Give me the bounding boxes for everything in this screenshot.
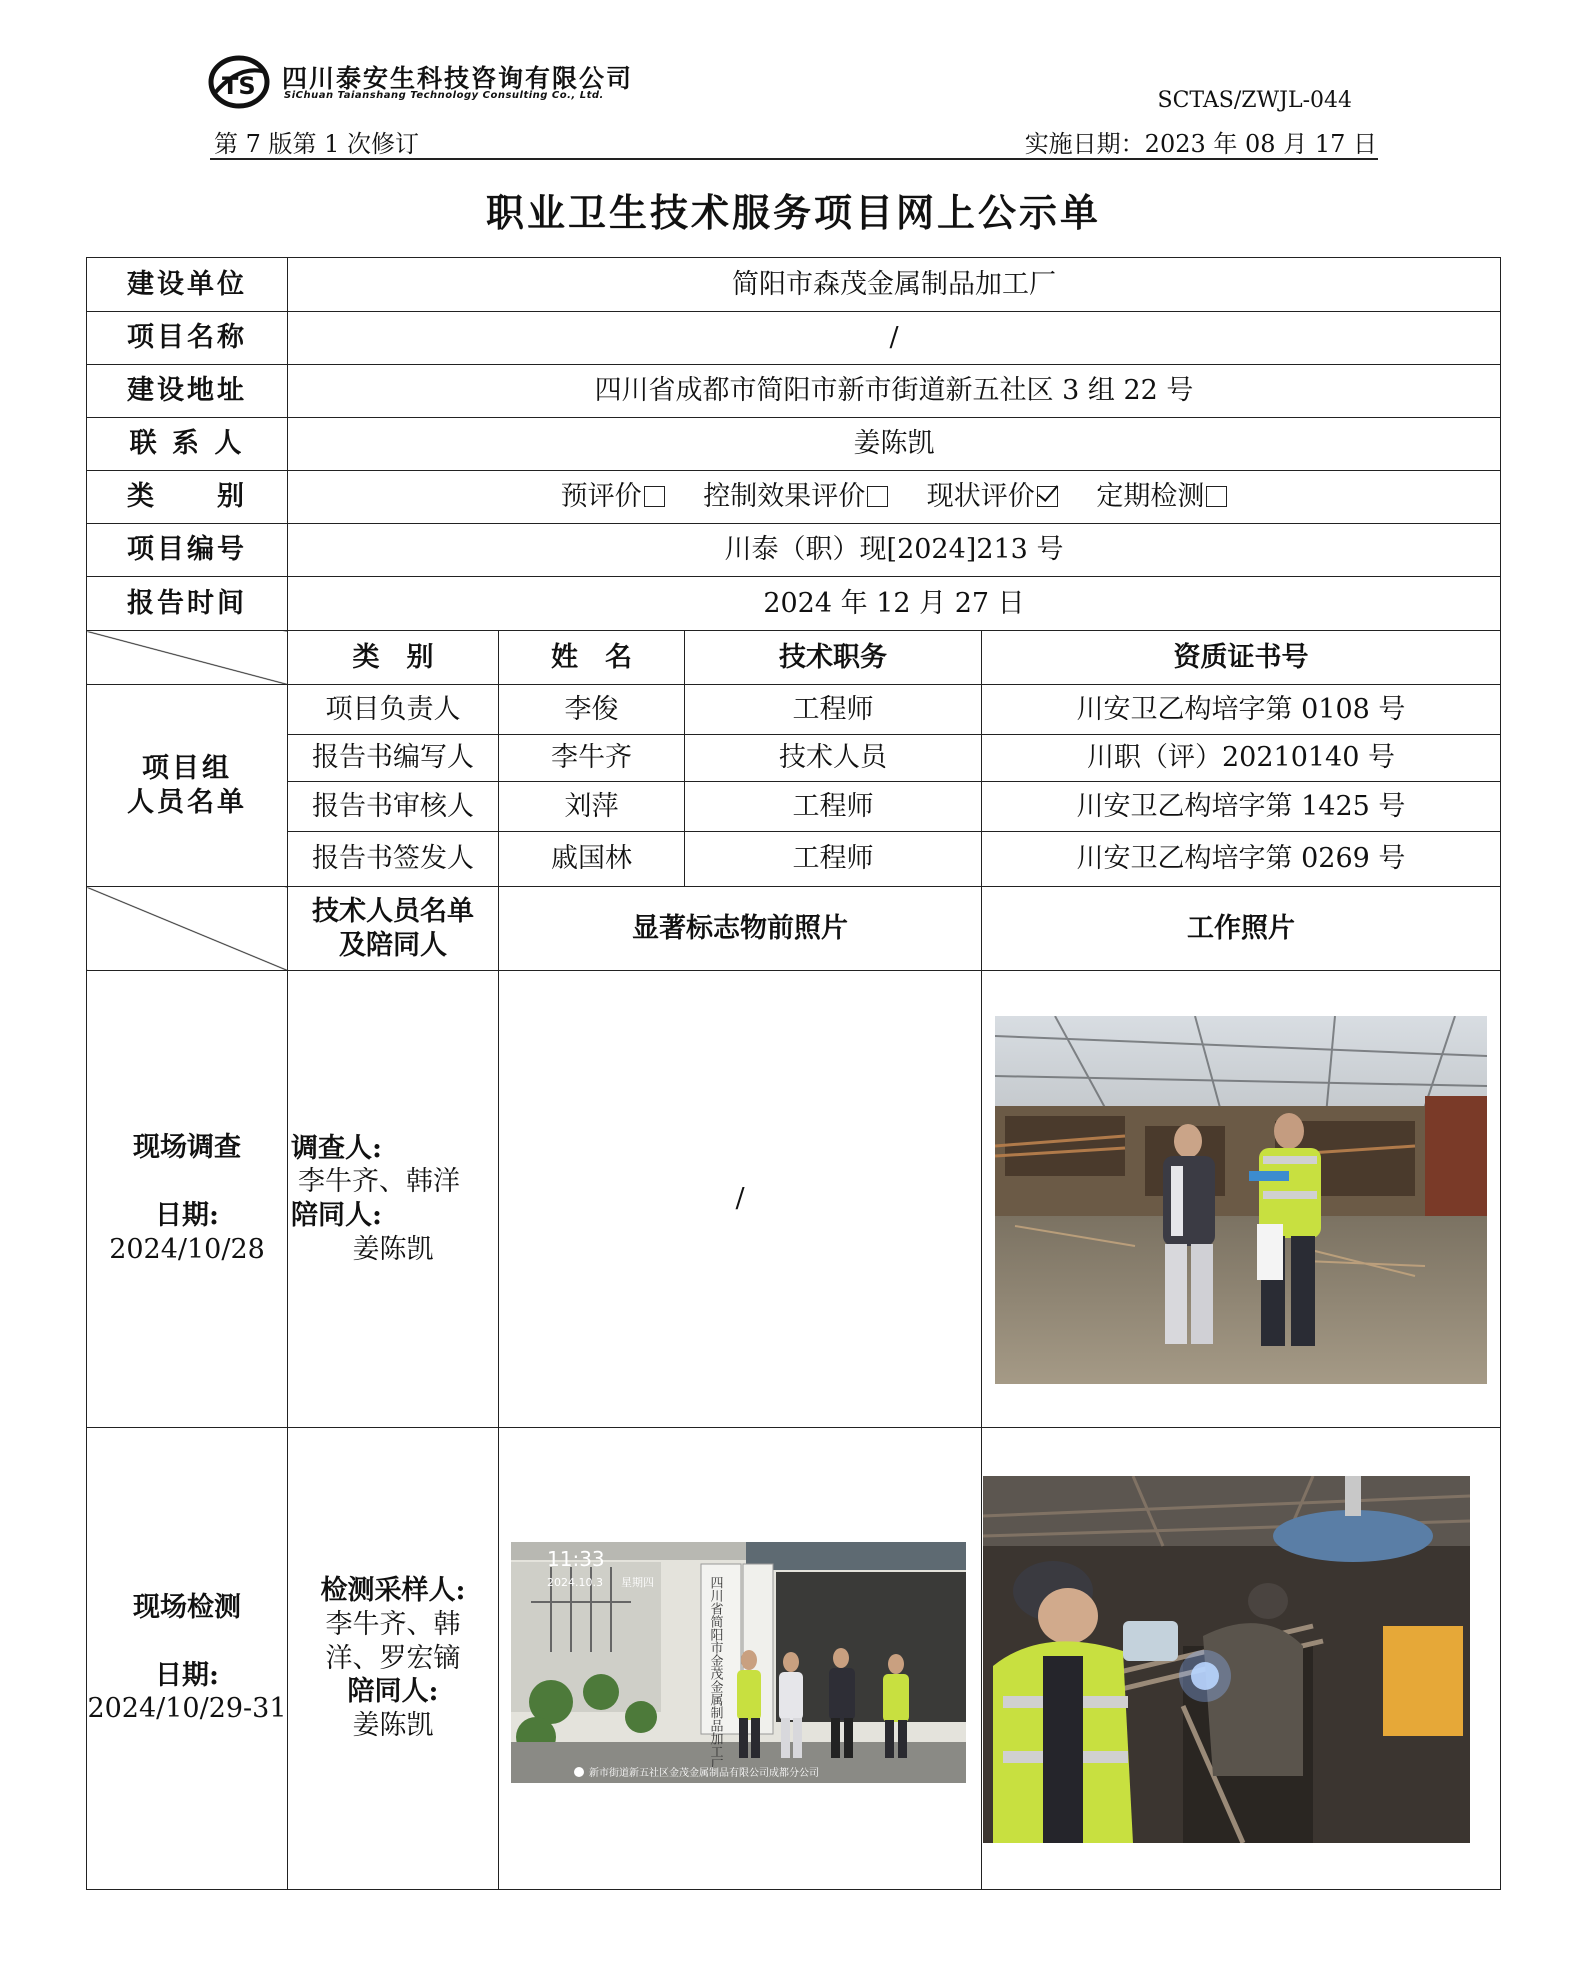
row-contact — [87, 418, 1501, 471]
team-header-category: 类 别 — [288, 631, 499, 685]
company-name-cn: 四川泰安生科技咨询有限公司 — [282, 64, 634, 93]
unit-label: 建设单位 — [87, 258, 288, 312]
testing-date: 2024/10/29-31 — [87, 1693, 287, 1725]
testing-companion: 姜陈凯 — [352, 1710, 434, 1742]
photos-header-row — [87, 887, 1501, 971]
testing-landmark-photo-image — [511, 1542, 966, 1783]
row-project-number — [87, 524, 1501, 577]
team-row-title: 技术人员 — [685, 735, 982, 782]
project-name-label: 项目名称 — [87, 312, 288, 365]
contact-label: 联 系 人 — [87, 418, 288, 471]
team-row — [87, 735, 1501, 782]
company-name-en: SiChuan Taianshang Technology Consulting Co., Ltd. — [284, 90, 604, 101]
category-option — [927, 481, 1058, 512]
row-report-time — [87, 577, 1501, 631]
svg-text:TS: TS — [222, 72, 256, 100]
survey-companion: 姜陈凯 — [352, 1233, 434, 1265]
category-options — [288, 471, 1501, 524]
testing-staff-cell — [288, 1428, 499, 1890]
team-row-category: 报告书编写人 — [288, 735, 499, 782]
unit-value: 简阳市森茂金属制品加工厂 — [288, 258, 1501, 312]
team-row-category: 报告书签发人 — [288, 832, 499, 887]
watermark-date: 2024.10.3 — [547, 1576, 603, 1589]
watermark-weekday: 星期四 — [621, 1576, 654, 1589]
testing-date-label: 日期: — [155, 1659, 219, 1691]
landmark-photo-header: 显著标志物前照片 — [499, 887, 982, 971]
address-label: 建设地址 — [87, 365, 288, 418]
survey-landmark-cell: / — [499, 971, 982, 1428]
report-time-value: 2024 年 12 月 27 日 — [288, 577, 1501, 631]
team-row-cert: 川安卫乙构培字第 1425 号 — [982, 782, 1501, 832]
team-row-name: 戚国林 — [499, 832, 685, 887]
team-header-title: 技术职务 — [685, 631, 982, 685]
testing-label-cell — [87, 1428, 288, 1890]
investigators: 李牛齐、韩洋 — [298, 1166, 460, 1198]
samplers: 李牛齐、韩洋、罗宏镝 — [325, 1608, 461, 1674]
team-row-cert: 川职（评）20210140 号 — [982, 735, 1501, 782]
sign-text: 四川省简阳市金茂金属制品加工厂 — [707, 1576, 723, 1771]
category-option — [561, 481, 665, 512]
team-row — [87, 685, 1501, 735]
checkbox-icon[interactable] — [867, 486, 888, 507]
team-row-name: 刘萍 — [499, 782, 685, 832]
sampler-label: 检测采样人: — [320, 1575, 466, 1607]
team-row-name: 李牛齐 — [499, 735, 685, 782]
testing-work-photo — [983, 1476, 1470, 1843]
category-option-label: 定期检测 — [1096, 481, 1205, 513]
staff-header — [288, 887, 499, 971]
team-group-label-line2: 人员名单 — [127, 786, 247, 818]
team-row-category: 报告书审核人 — [288, 782, 499, 832]
team-row — [87, 782, 1501, 832]
checkbox-icon[interactable] — [644, 486, 665, 507]
team-row-cert: 川安卫乙构培字第 0269 号 — [982, 832, 1501, 887]
diagonal-header-cell — [87, 631, 288, 685]
category-option-label: 控制效果评价 — [703, 481, 866, 513]
checkbox-checked-icon[interactable] — [1037, 486, 1058, 507]
project-number-label: 项目编号 — [87, 524, 288, 577]
project-number-value: 川泰（职）现[2024]213 号 — [288, 524, 1501, 577]
row-category — [87, 471, 1501, 524]
team-row-category: 项目负责人 — [288, 685, 499, 735]
row-address — [87, 365, 1501, 418]
survey-date-label: 日期: — [155, 1200, 219, 1232]
team-row — [87, 832, 1501, 887]
team-row-title: 工程师 — [685, 832, 982, 887]
team-group-label-line1: 项目组 — [142, 752, 232, 784]
watermark-time: 11:33 — [547, 1547, 605, 1571]
testing-work-photo-image — [983, 1476, 1470, 1843]
team-header-cert: 资质证书号 — [982, 631, 1501, 685]
survey-work-photo-image — [995, 1016, 1487, 1384]
company-logo-icon — [208, 54, 270, 110]
team-row-cert: 川安卫乙构培字第 0108 号 — [982, 685, 1501, 735]
testing-companion-label: 陪同人: — [347, 1676, 439, 1708]
header-divider — [210, 158, 1378, 160]
row-project-name — [87, 312, 1501, 365]
survey-label-cell — [87, 971, 288, 1428]
watermark-location: 新市街道新五社区金茂金属制品有限公司成都分公司 — [589, 1768, 819, 1779]
checkbox-icon[interactable] — [1206, 486, 1227, 507]
category-option-label: 预评价 — [560, 481, 642, 513]
contact-value: 姜陈凯 — [288, 418, 1501, 471]
category-option-label: 现状评价 — [926, 481, 1035, 513]
team-row-title: 工程师 — [685, 782, 982, 832]
survey-label: 现场调查 — [133, 1132, 241, 1164]
testing-landmark-photo — [511, 1542, 966, 1783]
row-construction-unit — [87, 258, 1501, 312]
category-option — [1096, 481, 1227, 512]
testing-label: 现场检测 — [133, 1591, 241, 1623]
diagonal-header-cell — [87, 887, 288, 971]
survey-date: 2024/10/28 — [109, 1233, 265, 1265]
address-value: 四川省成都市简阳市新市街道新五社区 3 组 22 号 — [288, 365, 1501, 418]
category-option — [703, 481, 888, 512]
project-name-value: / — [288, 312, 1501, 365]
team-header-name: 姓 名 — [499, 631, 685, 685]
report-time-label: 报告时间 — [87, 577, 288, 631]
work-photo-header: 工作照片 — [982, 887, 1501, 971]
category-label: 类 别 — [87, 471, 288, 524]
survey-companion-label: 陪同人: — [291, 1200, 382, 1231]
team-row-title: 工程师 — [685, 685, 982, 735]
investigator-label: 调查人: — [291, 1132, 382, 1164]
team-group-label — [87, 685, 288, 887]
location-pin-icon — [574, 1767, 584, 1777]
page-title: 职业卫生技术服务项目网上公示单 — [485, 190, 1101, 235]
staff-header-line2: 及陪同人 — [339, 929, 447, 961]
survey-work-photo — [995, 1016, 1487, 1384]
document-code: SCTAS/ZWJL-044 — [1157, 88, 1352, 113]
company-logo — [208, 54, 708, 112]
version-label: 第 7 版第 1 次修订 — [214, 130, 420, 158]
implementation-date: 实施日期：2023 年 08 月 17 日 — [1024, 130, 1377, 158]
team-row-name: 李俊 — [499, 685, 685, 735]
staff-header-line1: 技术人员名单 — [312, 895, 474, 927]
survey-staff-cell — [288, 971, 499, 1428]
team-header-row — [87, 631, 1501, 685]
